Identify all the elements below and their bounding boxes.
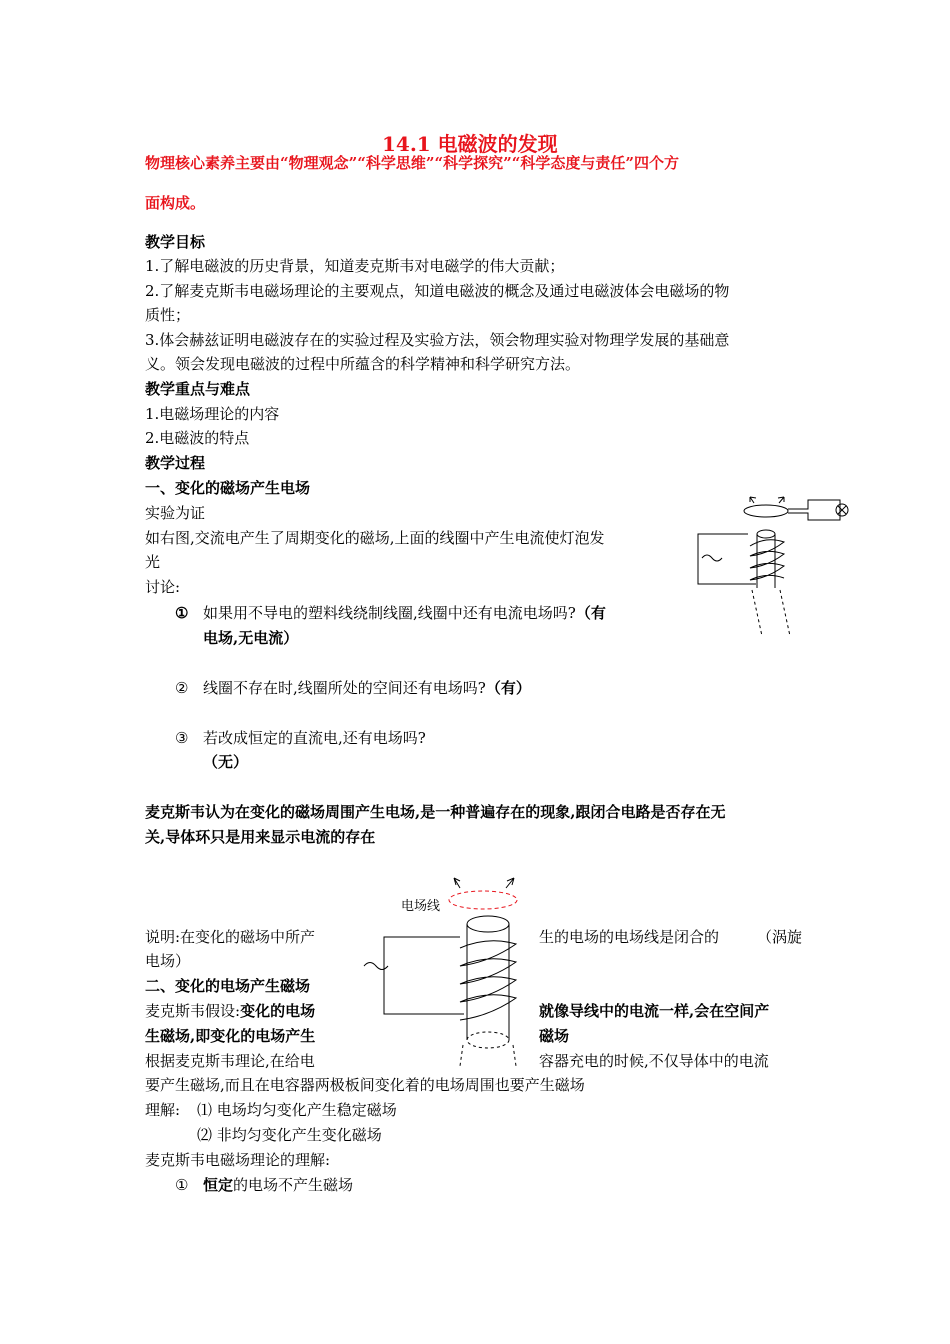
question-text: 线圈不存在时,线圈所处的空间还有电场吗?（有） [203, 679, 531, 697]
section1-text: 光 [145, 553, 161, 571]
process-heading: 教学过程 [145, 454, 206, 472]
goal-item: 3.体会赫兹证明电磁波存在的实验过程及实验方法，领会物理实验对物理学发展的基础意 [145, 331, 730, 349]
question-number: ① [175, 604, 189, 622]
goal-item: 质性； [145, 306, 191, 324]
section1-text: 实验为证 [145, 504, 206, 522]
maxwell-conclusion: 麦克斯韦认为在变化的磁场周围产生电场,是一种普遍存在的现象,跟闭合电路是否存在无 [145, 803, 726, 821]
goal-item: 2.了解麦克斯韦电磁场理论的主要观点，知道电磁波的概念及通过电磁波体会电磁场的物 [145, 282, 730, 300]
note-text: 电场） [145, 952, 191, 970]
page-title: 14.1 电磁波的发现 [382, 132, 558, 156]
note-text: 生的电场的电场线是闭合的 [539, 928, 720, 946]
question-answer: 电场,无电流） [203, 629, 299, 647]
understand-label: 理解: [145, 1101, 181, 1119]
theory-understand-label: 麦克斯韦电磁场理论的理解: [145, 1151, 331, 1169]
theory-text: 要产生磁场,而且在电容器两极板间变化着的电场周围也要产生磁场 [145, 1076, 585, 1094]
section1-heading: 一、变化的磁场产生电场 [145, 479, 311, 497]
understand-item: ⑴ 电场均匀变化产生稳定磁场 [197, 1101, 397, 1119]
final-statement: 恒定的电场不产生磁场 [203, 1176, 354, 1194]
section2-heading: 二、变化的电场产生磁场 [145, 977, 311, 995]
list-number: ① [175, 1176, 189, 1194]
theory-text: 根据麦克斯韦理论,在给电 [145, 1052, 315, 1070]
keypoint-item: 2.电磁波的特点 [145, 429, 250, 447]
question-text: 如果用不导电的塑料线绕制线圈,线圈中还有电流电场吗?（有 [203, 604, 606, 622]
intro-text-line2: 面构成。 [145, 194, 206, 212]
hypothesis-text: 就像导线中的电流一样,会在空间产 [539, 1002, 770, 1020]
hypothesis-text: 生磁场,即变化的电场产生 [145, 1027, 316, 1045]
note-text: 说明:在变化的磁场中所产 [145, 928, 316, 946]
question-number: ③ [175, 729, 189, 747]
electric-field-figure [360, 870, 540, 1070]
note-text: （涡旋 [757, 928, 803, 946]
maxwell-conclusion: 关,导体环只是用来显示电流的存在 [145, 828, 376, 846]
question-text: 若改成恒定的直流电,还有电场吗? [203, 729, 426, 747]
hypothesis-text: 磁场 [539, 1027, 570, 1045]
hypothesis-text: 麦克斯韦假设:变化的电场 [145, 1002, 316, 1020]
question-number: ② [175, 679, 189, 697]
question-answer: （无） [203, 753, 249, 771]
keypoints-heading: 教学重点与难点 [145, 380, 251, 398]
goals-heading: 教学目标 [145, 233, 206, 251]
theory-text: 容器充电的时候,不仅导体中的电流 [539, 1052, 769, 1070]
figure-label-electric-field-lines: 电场线 [401, 899, 441, 914]
intro-text-line1: 物理核心素养主要由“物理观念”“科学思维”“科学探究”“科学态度与责任”四个方 [145, 154, 680, 172]
discussion-label: 讨论: [145, 578, 181, 596]
coil-lamp-figure [690, 490, 860, 640]
goal-item: 1.了解电磁波的历史背景，知道麦克斯韦对电磁学的伟大贡献； [145, 257, 565, 275]
keypoint-item: 1.电磁场理论的内容 [145, 405, 280, 423]
understand-item: ⑵ 非均匀变化产生变化磁场 [197, 1126, 382, 1144]
section1-text: 如右图,交流电产生了周期变化的磁场,上面的线圈中产生电流使灯泡发 [145, 529, 605, 547]
goal-item: 义。领会发现电磁波的过程中所蕴含的科学精神和科学研究方法。 [145, 355, 581, 373]
